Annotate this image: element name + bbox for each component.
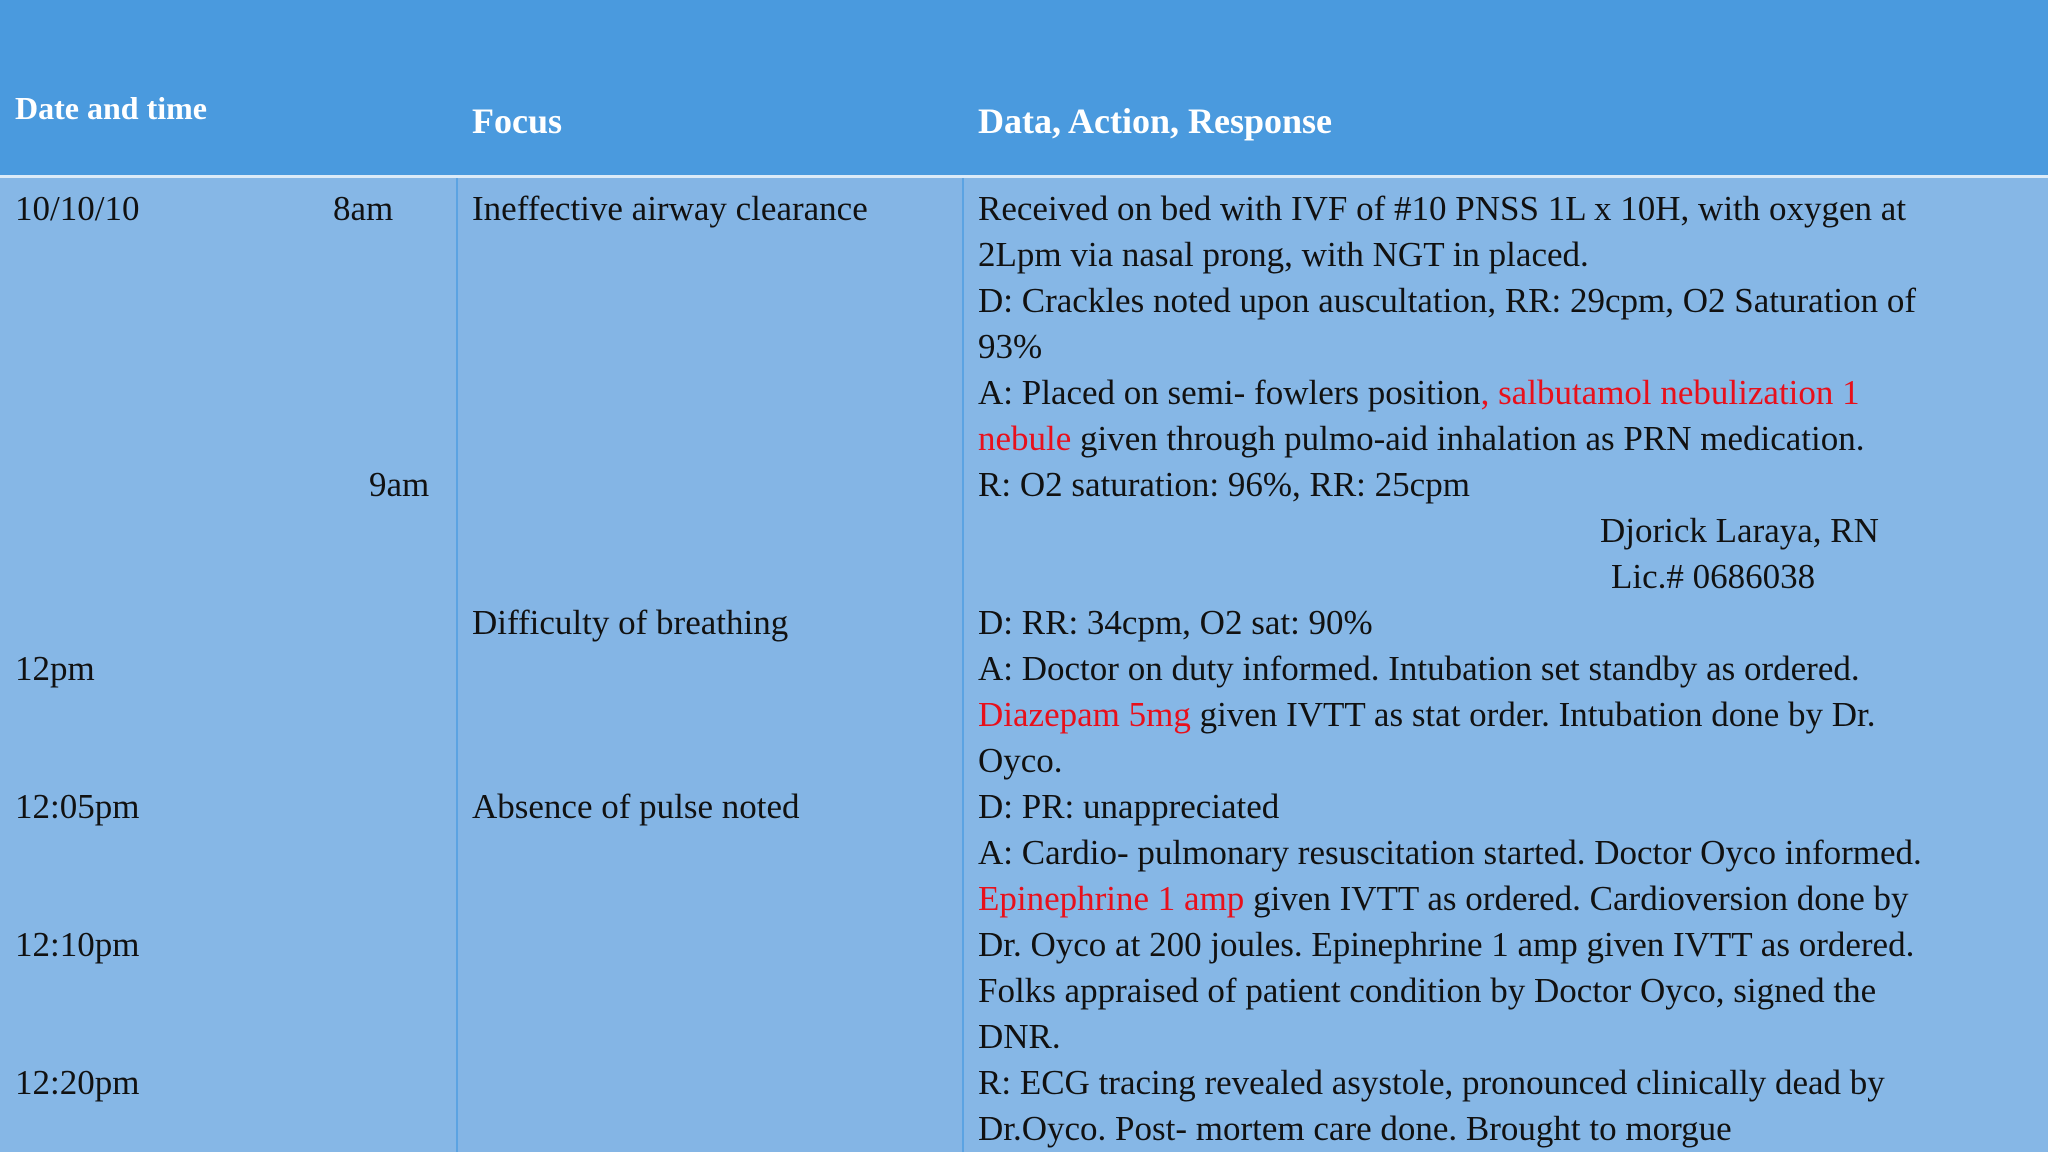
focus-airway-clearance: Ineffective airway clearance xyxy=(472,189,868,228)
dar-line: R: ECG tracing revealed asystole, pronounced clinically dead by xyxy=(978,1063,1885,1102)
medication-highlight: Diazepam 5mg xyxy=(978,695,1191,734)
entry-date: 10/10/10 xyxy=(15,189,140,228)
entry-time-1220pm: 12:20pm xyxy=(15,1063,140,1102)
dar-line xyxy=(978,692,2038,738)
dar-line: Dr. Oyco at 200 joules. Epinephrine 1 amp given IVTT as ordered. xyxy=(978,925,1915,964)
focus-column xyxy=(458,178,962,1152)
medication-highlight: Epinephrine 1 amp xyxy=(978,879,1245,918)
header-date-time: Date and time xyxy=(15,90,207,126)
dar-line: 2Lpm via nasal prong, with NGT in placed. xyxy=(978,235,1589,274)
header-focus: Focus xyxy=(472,101,562,141)
entry-time-8am: 8am xyxy=(333,189,394,228)
dar-text: A: Placed on semi- fowlers position xyxy=(978,373,1481,412)
entry-time-12pm: 12pm xyxy=(15,649,95,688)
signature-license: Lic.# 0686038 xyxy=(1611,557,1816,596)
medication-highlight: nebule xyxy=(978,419,1072,458)
dar-line: D: Crackles noted upon auscultation, RR: 29cpm, O2 Saturation of xyxy=(978,281,1917,320)
focus-difficulty-breathing: Difficulty of breathing xyxy=(472,603,789,642)
dar-line: R: O2 saturation: 96%, RR: 25cpm xyxy=(978,465,1470,504)
dar-line: 93% xyxy=(978,327,1043,366)
dar-text: given IVTT as stat order. Intubation done by Dr. xyxy=(1190,695,1876,734)
dar-line: Folks appraised of patient condition by Doctor Oyco, signed the xyxy=(978,971,1877,1010)
signature-name: Djorick Laraya, RN xyxy=(1600,511,1879,550)
dar-text: given through pulmo-aid inhalation as PRN medication. xyxy=(1071,419,1865,458)
dar-line: A: Doctor on duty informed. Intubation set standby as ordered. xyxy=(978,649,1860,688)
dar-line xyxy=(978,876,2038,922)
dar-line xyxy=(978,370,2038,416)
dar-notes xyxy=(978,186,2038,1152)
dar-line: A: Cardio- pulmonary resuscitation started. Doctor Oyco informed. xyxy=(978,833,1922,872)
entry-time-9am: 9am xyxy=(369,465,430,504)
dar-line xyxy=(978,416,2038,462)
focus-absence-pulse: Absence of pulse noted xyxy=(472,787,800,826)
table-header xyxy=(0,0,2048,176)
column-divider xyxy=(456,178,458,1152)
dar-line: DNR. xyxy=(978,1017,1061,1056)
medication-highlight: , salbutamol nebulization 1 xyxy=(1480,373,1860,412)
dar-line: Received on bed with IVF of #10 PNSS 1L x 10H, with oxygen at xyxy=(978,189,1907,228)
column-divider xyxy=(962,178,964,1152)
dar-line: Dr.Oyco. Post- mortem care done. Brought to morgue xyxy=(978,1109,1732,1148)
entry-time-1210pm: 12:10pm xyxy=(15,925,140,964)
dar-line: Oyco. xyxy=(978,741,1063,780)
header-data-action-response: Data, Action, Response xyxy=(978,101,1333,141)
entry-time-1205pm: 12:05pm xyxy=(15,787,140,826)
dar-line: D: RR: 34cpm, O2 sat: 90% xyxy=(978,603,1373,642)
dar-text: given IVTT as ordered. Cardioversion done by xyxy=(1244,879,1909,918)
dar-line: D: PR: unappreciated xyxy=(978,787,1280,826)
